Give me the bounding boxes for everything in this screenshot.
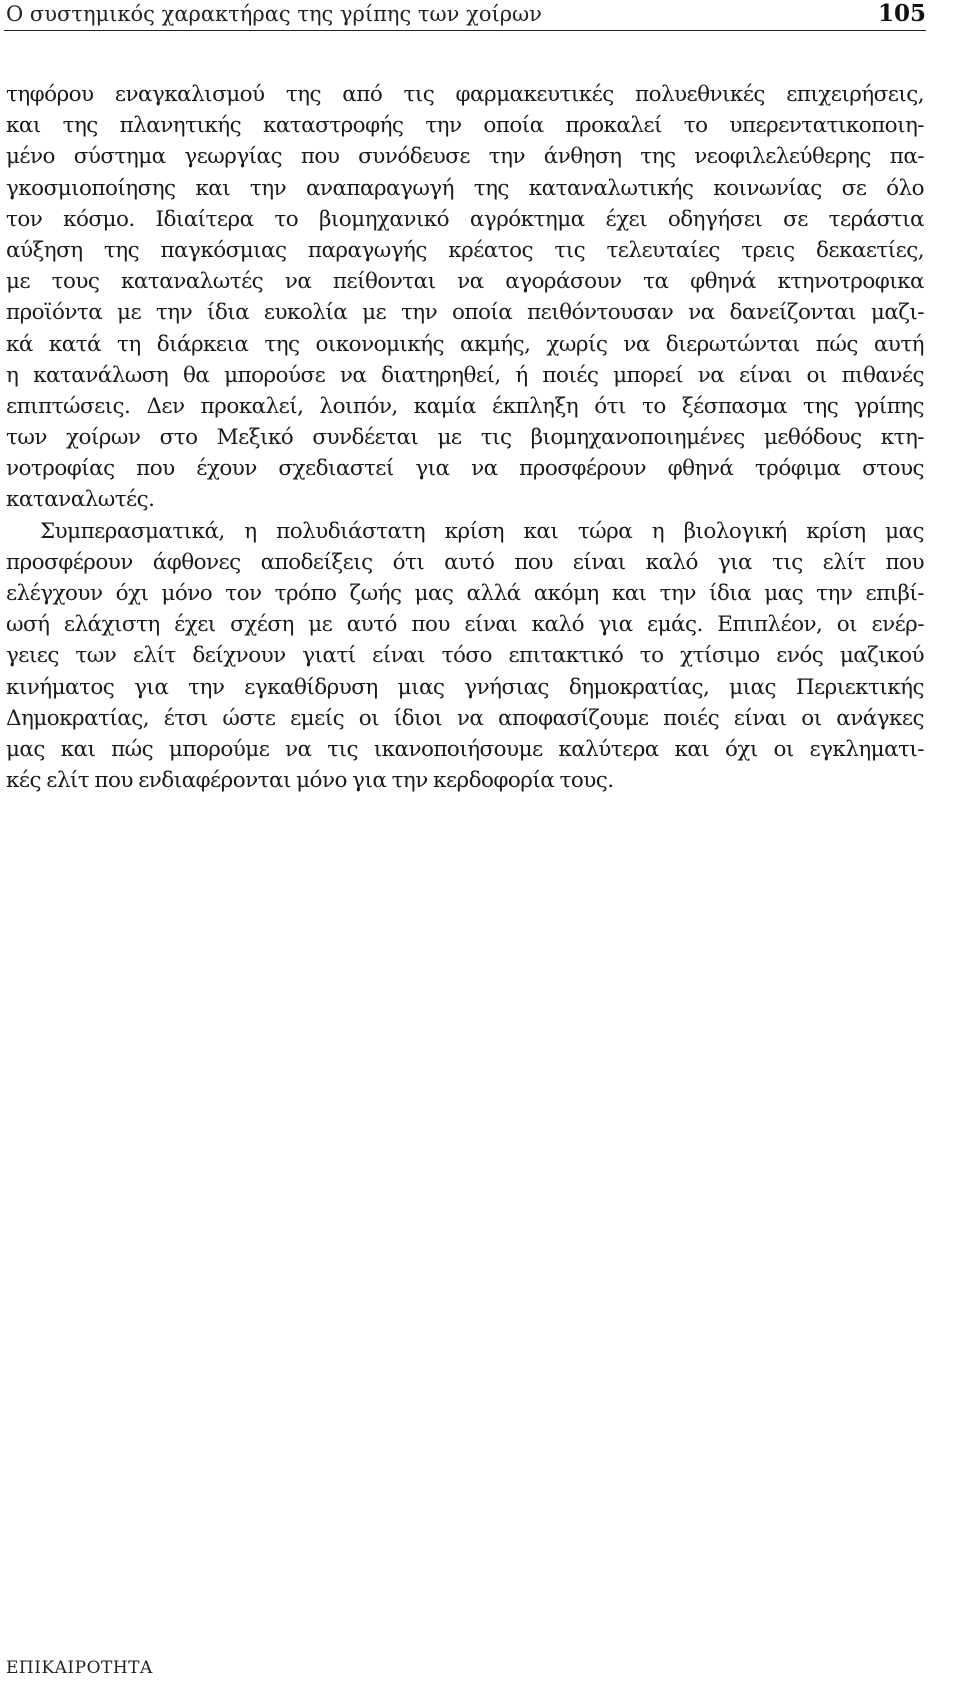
page-number: 105 <box>877 0 926 27</box>
text-line: αύξηση της παγκόσμιας παραγωγής κρέατος τις τελευταίες τρεις δεκαετίες, <box>6 237 924 263</box>
text-line: τηφόρου εναγκαλισμού της από τις φαρμακευτικές πολυεθνικές επιχειρήσεις, <box>6 82 924 107</box>
text-line: κές ελίτ που ενδιαφέρονται μόνο για την κερδοφορία τους. <box>6 768 614 794</box>
text-line: η κατανάλωση θα μπορούσε να διατηρηθεί, ή ποιές μπορεί να είναι οι πιθανές <box>6 362 924 388</box>
text-line: με τους καταναλωτές να πείθονται να αγοράσουν τα φθηνά κτηνοτροφικα <box>6 269 924 295</box>
text-line: μας και πώς μπορούμε να τις ικανοποιήσουμε καλύτερα και όχι οι εγκληματι- <box>6 736 924 762</box>
text-line: κινήματος για την εγκαθίδρυση μιας γνήσιας δημοκρατίας, μιας Περιεκτικής <box>6 674 924 700</box>
body-text <box>6 79 924 796</box>
text-line: Συμπερασματικά, η πολυδιάστατη κρίση και τώρα η βιολογική κρίση μας <box>40 518 924 544</box>
text-line: νοτροφίας που έχουν σχεδιαστεί για να προσφέρουν φθηνά τρόφιμα στους <box>6 456 924 482</box>
text-line: προσφέρουν άφθονες αποδείξεις ότι αυτό που είναι καλό για τις ελίτ που <box>6 549 924 575</box>
running-title: Ο συστημικός χαρακτήρας της γρίπης των χοίρων <box>6 2 542 26</box>
text-line: και της πλανητικής καταστροφής την οποία προκαλεί το υπερεντατικοποιη- <box>6 113 924 139</box>
text-line: των χοίρων στο Μεξικό συνδέεται με τις βιομηχανοποιημένες μεθόδους κτη- <box>6 425 924 451</box>
text-line: γειες των ελίτ δείχνουν γιατί είναι τόσο επιτακτικό το χτίσιμο ενός μαζικού <box>6 643 924 669</box>
text-line: επιπτώσεις. Δεν προκαλεί, λοιπόν, καμία έκπληξη ότι το ξέσπασμα της γρίπης <box>6 393 924 419</box>
text-line: Δημοκρατίας, έτσι ώστε εμείς οι ίδιοι να αποφασίζουμε ποιές είναι οι ανάγκες <box>6 705 924 731</box>
footer-section-label: ΕΠΙΚΑΙΡΟΤΗΤΑ <box>6 1658 153 1678</box>
paragraph-1 <box>6 79 924 516</box>
paragraph-2 <box>6 516 924 797</box>
text-line: κά κατά τη διάρκεια της οικονομικής ακμής, χωρίς να διερωτώνται πώς αυτή <box>6 331 924 357</box>
text-line: προϊόντα με την ίδια ευκολία με την οποία πειθόντουσαν να δανείζονται μαζι- <box>6 300 924 326</box>
text-line: τον κόσμο. Ιδιαίτερα το βιομηχανικό αγρόκτημα έχει οδηγήσει σε τεράστια <box>6 206 924 232</box>
text-line: καταναλωτές. <box>6 487 155 513</box>
text-line: γκοσμιοποίησης και την αναπαραγωγή της καταναλωτικής κοινωνίας σε όλο <box>6 175 924 201</box>
text-line: ωσή ελάχιστη έχει σχέση με αυτό που είναι καλό για εμάς. Επιπλέον, οι ενέρ- <box>6 612 924 638</box>
text-line: ελέγχουν όχι μόνο τον τρόπο ζωής μας αλλά ακόμη και την ίδια μας την επιβί- <box>6 581 924 606</box>
header-rule <box>4 30 926 31</box>
running-header <box>6 0 926 30</box>
text-line: μένο σύστημα γεωργίας που συνόδευσε την άνθηση της νεοφιλελεύθερης πα- <box>6 144 924 170</box>
